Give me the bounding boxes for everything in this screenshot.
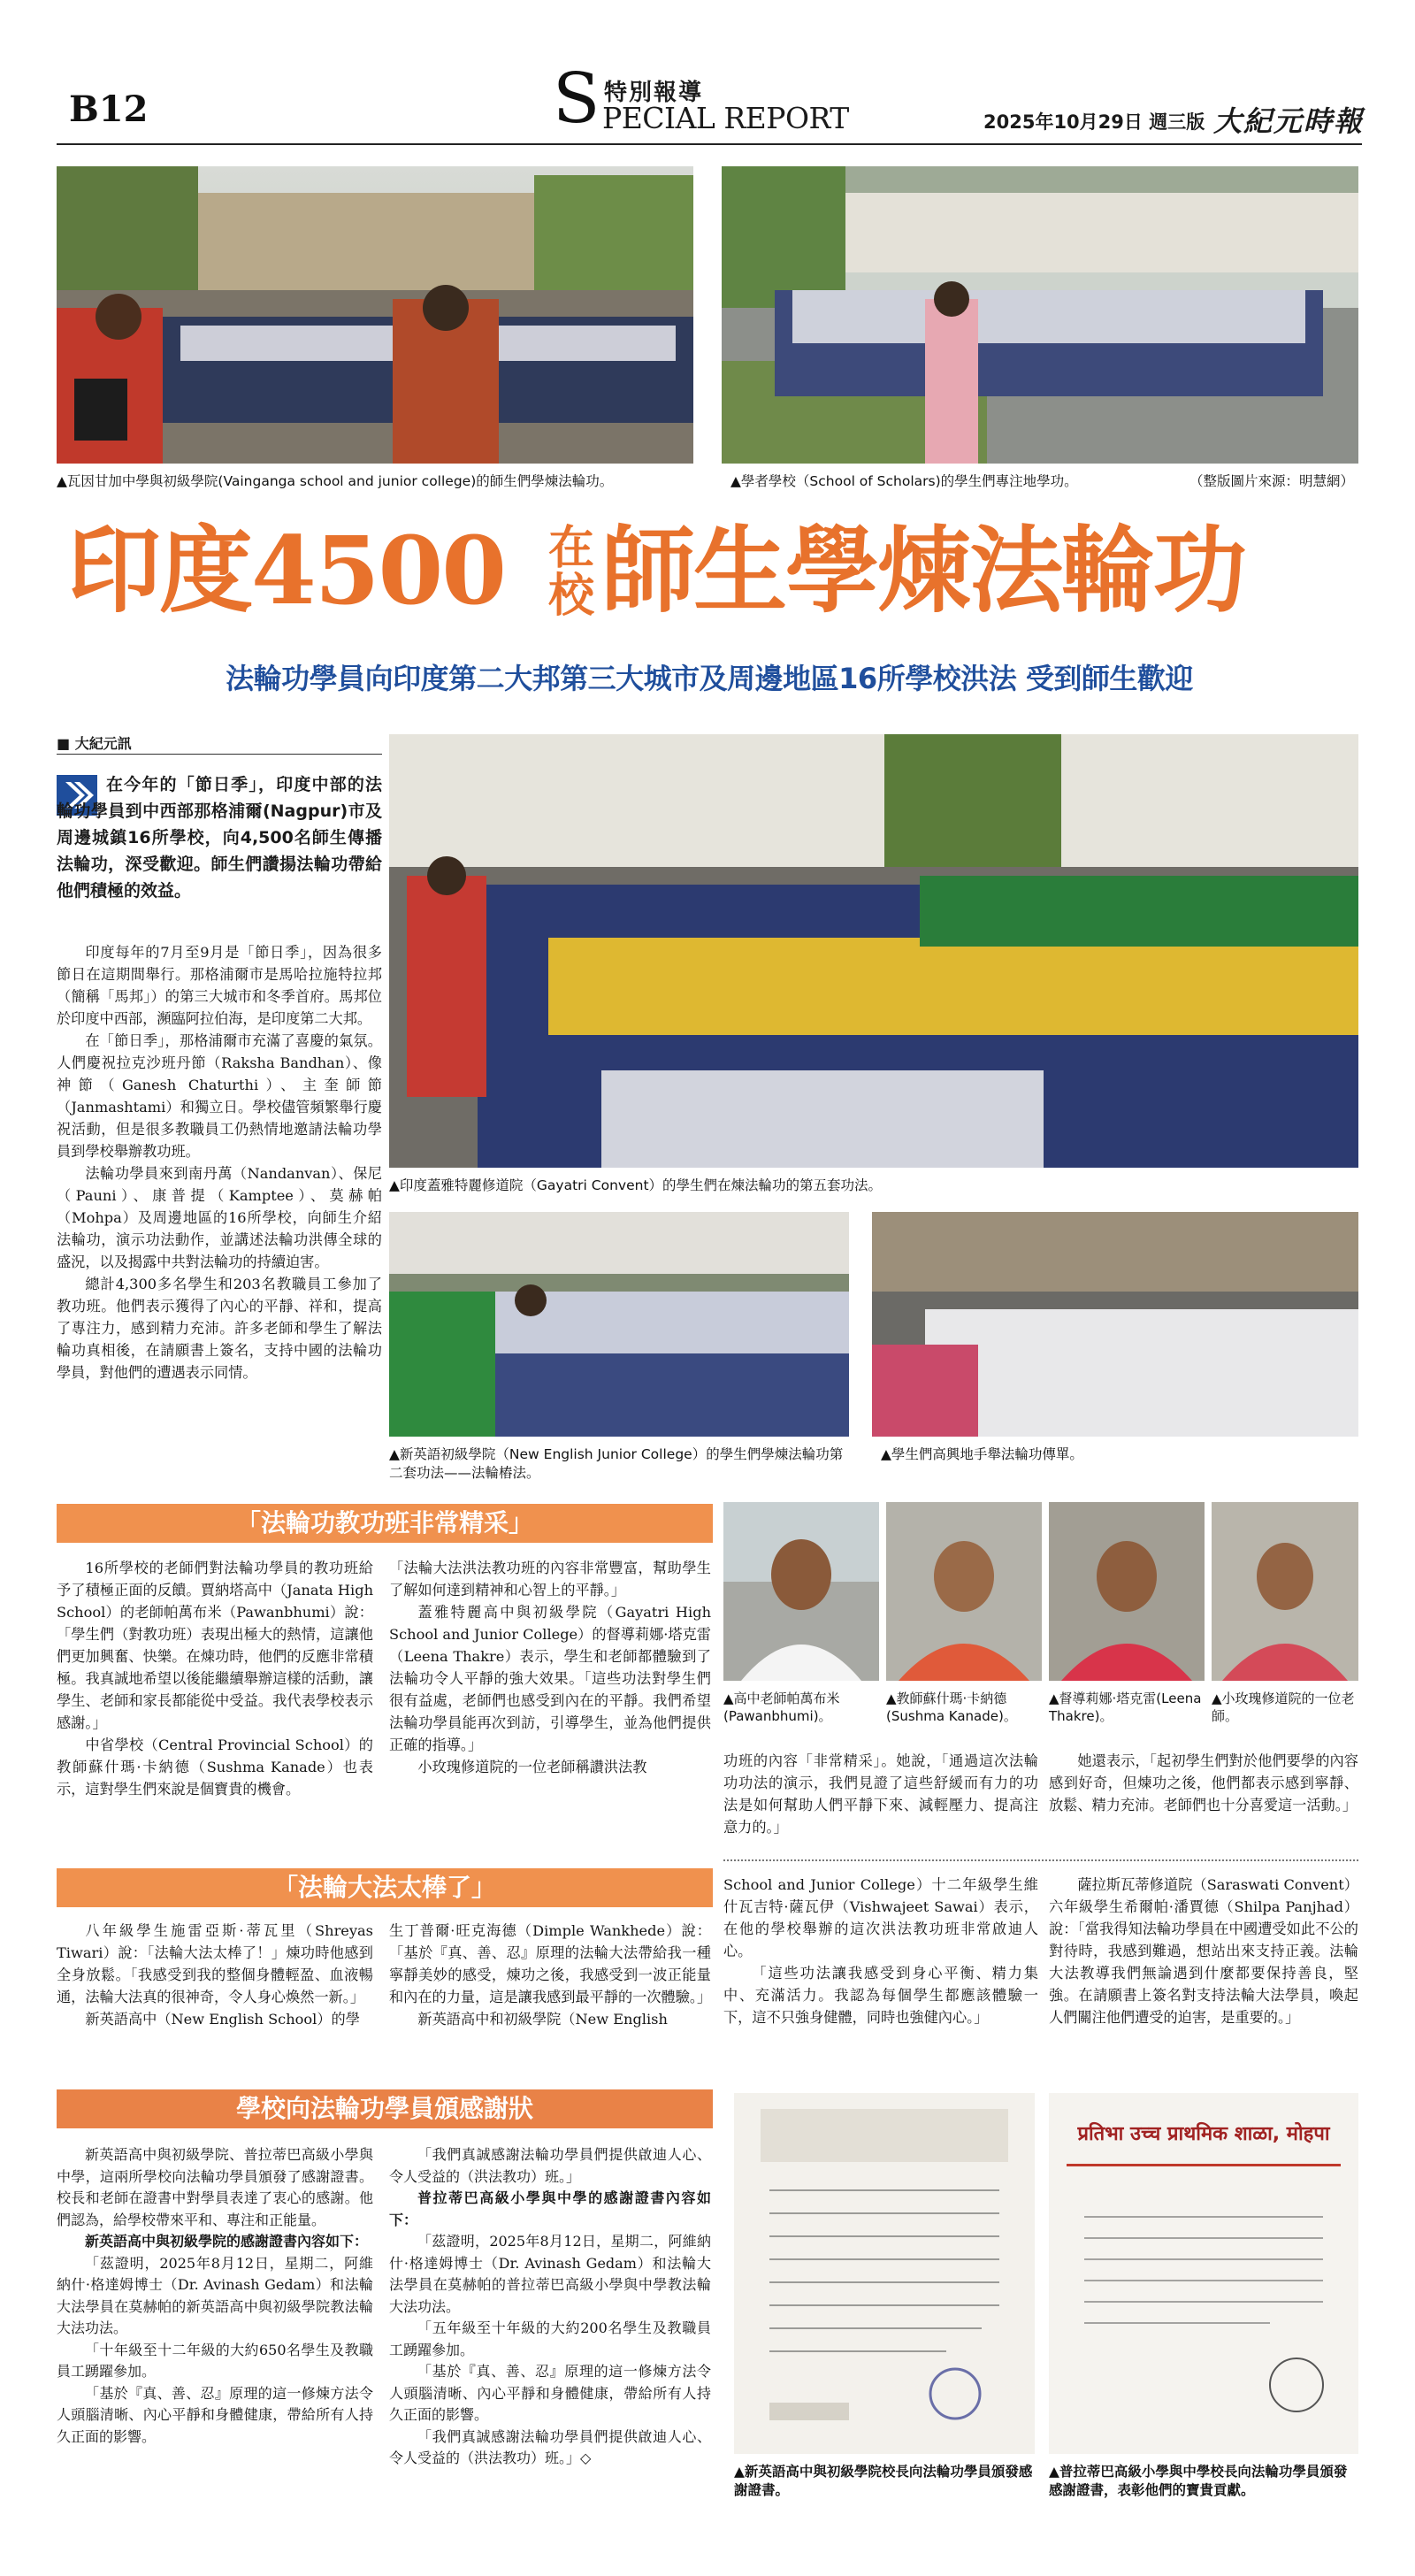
headline <box>57 506 1362 639</box>
intro-paragraph: 印度每年的7月至9月是「節日季」，因為很多節日在這期間舉行。那格浦爾市是馬哈拉施特拉邦（簡稱「馬邦」）的第三大城市和冬季首府。馬邦位於印度中西部，瀕臨阿拉伯海，是印度第二大邦。 <box>57 944 382 1027</box>
caption-school-of-scholars: ▲學者學校（School of Scholars)的學生們專注地學功。 <box>730 473 1078 489</box>
section2-col2 <box>389 1920 711 2030</box>
section-english: PECIAL REPORT <box>602 101 849 135</box>
headline-part2: 師生學煉法輪功 <box>601 515 1245 625</box>
section2-paragraph: 「這些功法讓我感受到身心平衡、精力集中、充滿活力。我認為每個學生都應該體驗一下，這不只強身健體，同時也強健內心。」 <box>723 1965 1038 2026</box>
caption-vainganga: ▲瓦因甘加中學與初級學院(Vainganga school and junior college)的師生們學煉法輪功。 <box>57 473 614 489</box>
section3-paragraph: 「基於『真、善、忍』原理的這一修煉方法令人頭腦清晰、內心平靜和身體健康，帶給所有人持久正面的影響。 <box>389 2363 711 2423</box>
section2-col1 <box>57 1920 373 2030</box>
certificate-pratibha <box>1049 2093 1358 2454</box>
section2-paragraph: 新英語高中和初級學院（New English <box>417 2011 668 2028</box>
intro-paragraph: 在「節日季」，那格浦爾市充滿了喜慶的氣氛。人們慶祝拉克沙班丹節（Raksha Bandhan）、像神節（Ganesh Chaturthi）、主奎師節（Janmashtami）和獨立日。學校儘管頻繁舉行慶祝活動，但是很多教職員工仍熱情地邀請法輪功學員到學校舉辦教功班。 <box>57 1032 382 1160</box>
photo-school-of-scholars <box>722 166 1358 464</box>
caption-portrait-1: ▲高中老師帕萬布米(Pawanbhumi)。 <box>723 1690 840 1724</box>
caption-gayatri-convent: ▲印度蓋雅特麗修道院（Gayatri Convent）的學生們在煉法輪功的第五套功法。 <box>389 1177 883 1193</box>
caption-portrait-2: ▲教師蘇什瑪·卡納德(Sushma Kanade)。 <box>886 1690 1017 1724</box>
section3-col2 <box>389 2144 711 2470</box>
section1-paragraph: 16所學校的老師們對法輪功學員的教功班給予了積極正面的反饋。賈納塔高中（Janata High School）的老師帕萬布米（Pawanbhumi）說：「學生們（對教功班）表現出極大的熱情，這讓他們更加興奮、快樂。在煉功時，他們的反應非常積極。我真誠地希望以後能繼續舉辦這樣的活動，讓學生、老師和家長都能從中受益。我代表學校表示感謝。」 <box>57 1560 373 1731</box>
portrait-leena-thakre <box>1049 1502 1205 1681</box>
section1-paragraph: 中省學校（Central Provincial School）的教師蘇什瑪·卡納德（Sushma Kanade）也表示，這對學生們來說是個寶貴的機會。 <box>57 1736 373 1798</box>
intro-paragraph: 總計4,300多名學生和203名教職員工參加了教功班。他們表示獲得了內心的平靜、祥和，提高了專注力，感到精力充沛。許多老師和學生了解法輪功真相後，在請願書上簽名，支持中國的法輪功學員，對他們的遭遇表示同情。 <box>57 1276 382 1381</box>
section3-paragraph: 「五年級至十年級的大約200名學生及教職員工踴躍參加。 <box>389 2319 711 2358</box>
section2-paragraph: 生丁普爾·旺克海德（Dimple Wankhede）說：「基於『真、善、忍』原理的法輪大法帶給我一種寧靜美妙的感受，煉功之後，我感受到一波正能量和內在的力量，這是讓我感到最平靜的一次體驗。」 <box>389 1922 712 2005</box>
section3-paragraph: 新英語高中與初級學院的感謝證書內容如下： <box>85 2233 369 2250</box>
section1-col2 <box>389 1557 711 1778</box>
issue-date: 2025年10月29日 週三版 <box>983 111 1205 133</box>
certificate-right-illustration <box>1049 2093 1358 2454</box>
section3-paragraph: 「十年級至十二年級的大約650名學生及教職員工踴躍參加。 <box>57 2341 373 2380</box>
section1-col3 <box>723 1750 1038 1838</box>
intro-column <box>57 941 382 1384</box>
section2-paragraph: 薩拉斯瓦蒂修道院（Saraswati Convent）六年級學生希爾帕·潘賈德（Shilpa Panjhad）說：「當我得知法輪功學員在中國遭受如此不公的對待時，我感到難過，想站出來支持正義。法輪大法教導我們無論遇到什麼都要保持善良，堅強。在請願書上簽名對支持法輪大法學員，喚起人們關注他們遭受的迫害，是重要的。」 <box>1049 1876 1358 2026</box>
photo-raise-hands-illustration <box>872 1212 1358 1437</box>
headline-small-bottom: 校 <box>548 569 595 623</box>
page-number: B12 <box>69 88 149 130</box>
lead-paragraph: 在今年的「節日季」，印度中部的法輪功學員到中西部那格浦爾(Nagpur)市及周邊城鎮16所學校，向4,500名師生傳播法輪功，深受歡迎。師生們讚揚法輪功帶給他們積極的效益。 <box>57 775 382 901</box>
caption-portrait-3: ▲督導莉娜·塔克雷(Leena Thakre)。 <box>1049 1690 1202 1724</box>
section1-paragraph: 功班的內容「非常精采」。她說，「通過這次法輪功功法的演示，我們見證了這些舒緩而有力的功法是如何幫助人們平靜下來、減輕壓力、提高注意力的。」 <box>723 1752 1038 1836</box>
section2-paragraph: School and Junior College）十二年級學生維什瓦吉特·薩瓦伊（Vishwajeet Sawai）表示，在他的學校舉辦的這次洪法教功班非常啟迪人心。 <box>723 1876 1038 1959</box>
caption-portrait-4: ▲小玫瑰修道院的一位老師。 <box>1212 1690 1355 1724</box>
paper-logo: 大紀元時報 <box>1213 104 1365 138</box>
portrait-pawanbhumi <box>723 1502 879 1681</box>
photo-gayatri-illustration <box>389 734 1358 1168</box>
headline-small-top: 在 <box>548 521 595 575</box>
certificate-letterhead: प्रतिभा उच्च प्राथमिक शाळा, मोहपा <box>1077 2123 1330 2145</box>
byline: ■ 大紀元訊 <box>57 735 132 752</box>
caption-certificate-right: ▲普拉蒂巴高級小學與中學校長向法輪功學員頒發感謝證書，表彰他們的寶貴貢獻。 <box>1049 2464 1348 2498</box>
photo-gayatri-convent <box>389 734 1358 1168</box>
photo-raise-hands <box>872 1212 1358 1437</box>
photo-scholars-illustration <box>722 166 1358 464</box>
caption-certificate-left: ▲新英語高中與初級學院校長向法輪功學員頒發感謝證書。 <box>734 2464 1033 2498</box>
section3-paragraph: 「茲證明，2025年8月12日，星期二，阿維納什·格達姆博士（Dr. Avinash Gedam）和法輪大法學員在莫赫帕的新英語高中與初級學院教法輪大法功法。 <box>57 2254 373 2336</box>
divider-dots <box>723 1859 1358 1861</box>
photo-new-english-illustration <box>389 1212 849 1437</box>
section3-title-bar: 學校向法輪功學員頒感謝狀 <box>57 2089 713 2128</box>
section-big-letter: S <box>553 59 600 139</box>
byline-rule <box>57 754 382 755</box>
section1-paragraph: 小玫瑰修道院的一位老師稱讚洪法教 <box>417 1759 647 1775</box>
section1-title-bar: 「法輪功教功班非常精采」 <box>57 1504 713 1543</box>
caption-new-english: ▲新英語初級學院（New English Junior College）的學生們學煉法輪功第二套功法——法輪樁法。 <box>389 1446 844 1481</box>
section3-paragraph: 「我們真誠感謝法輪功學員們提供啟迪人心、令人受益的（洪法教功）班。」 <box>389 2146 711 2185</box>
photo-vainganga-illustration <box>57 166 693 464</box>
section1-col4 <box>1049 1750 1358 1816</box>
section3-paragraph: 「我們真誠感謝法輪功學員們提供啟迪人心、令人受益的（洪法教功）班。」◇ <box>389 2427 711 2466</box>
certificate-new-english <box>734 2093 1035 2454</box>
section1-paragraph: 「法輪大法洪法教功班的內容非常豐富，幫助學生了解如何達到精神和心智上的平靜。」 <box>389 1560 711 1598</box>
section3-paragraph: 「茲證明，2025年8月12日，星期二，阿維納什·格達姆博士（Dr. Avinash Gedam）和法輪大法學員在莫赫帕的普拉蒂巴高級小學與中學教法輪大法功法。 <box>389 2233 711 2315</box>
section2-col4 <box>1049 1874 1358 2028</box>
section2-paragraph: 八年級學生施雷亞斯·蒂瓦里（Shreyas Tiwari）說：「法輪大法太棒了！」煉功時他感到全身放鬆。「我感受到我的整個身體輕盈、血液暢通，法輪大法真的很神奇，令人身心煥然一新。」 <box>57 1922 373 2005</box>
intro-paragraph: 法輪功學員來到南丹萬（Nandanvan）、保尼（Pauni）、康普提（Kamptee）、莫赫帕（Mohpa）及周邊地區的16所學校，向師生介紹法輪功，演示功法動作，並講述法輪功洪傳全球的盛況，以及揭露中共對法輪功的持續迫害。 <box>57 1165 382 1270</box>
section3-col1 <box>57 2144 373 2448</box>
section3-paragraph: 新英語高中與初級學院、普拉蒂巴高級小學與中學，這兩所學校向法輪功學員頒發了感謝證書。校長和老師在證書中對學員表達了衷心的感謝。他們認為，給學校帶來平和、專注和正能量。 <box>57 2146 373 2228</box>
headline-part1: 印度4500 <box>67 515 506 625</box>
photo-vainganga-school <box>57 166 693 464</box>
photo-new-english-junior-college <box>389 1212 849 1437</box>
section3-paragraph: 普拉蒂巴高級小學與中學的感謝證書內容如下： <box>389 2189 711 2228</box>
portrait-little-rose-teacher <box>1212 1502 1358 1681</box>
section2-title-bar: 「法輪大法太棒了」 <box>57 1868 713 1907</box>
section-chinese: 特別報導 <box>604 80 704 106</box>
section2-paragraph: 新英語高中（New English School）的學 <box>85 2011 360 2028</box>
headline-subtitle: 法輪功學員向印度第二大邦第三大城市及周邊地區16所學校洪法 受到師生歡迎 <box>226 662 1193 695</box>
header-rule <box>57 143 1362 145</box>
portrait-sushma-kanade <box>886 1502 1042 1681</box>
section1-col1 <box>57 1557 373 1800</box>
photo-credit: （整版圖片來源：明慧網） <box>1189 473 1355 489</box>
section1-paragraph: 蓋雅特麗高中與初級學院（Gayatri High School and Junior College）的督導莉娜·塔克雷（Leena Thakre）表示，學生和老師都體驗到了法輪功令人平靜的強大效果。「這些功法對學生們很有益處，老師們也感受到內在的平靜。我們希望法輪功學員能再次到訪，引導學生，並為他們提供正確的指導。」 <box>389 1604 711 1753</box>
section2-col3 <box>723 1874 1038 2028</box>
section-title <box>553 59 871 140</box>
section1-paragraph: 她還表示，「起初學生們對於他們要學的內容感到好奇，但煉功之後，他們都表示感到寧靜、放鬆、精力充沛。老師們也十分喜愛這一活動。」 <box>1049 1752 1358 1813</box>
caption-raise-hands: ▲學生們高興地手舉法輪功傳單。 <box>881 1446 1083 1462</box>
section3-paragraph: 「基於『真、善、忍』原理的這一修煉方法令人頭腦清晰、內心平靜和身體健康，帶給所有人持久正面的影響。 <box>57 2384 373 2445</box>
certificate-left-illustration <box>734 2093 1035 2454</box>
